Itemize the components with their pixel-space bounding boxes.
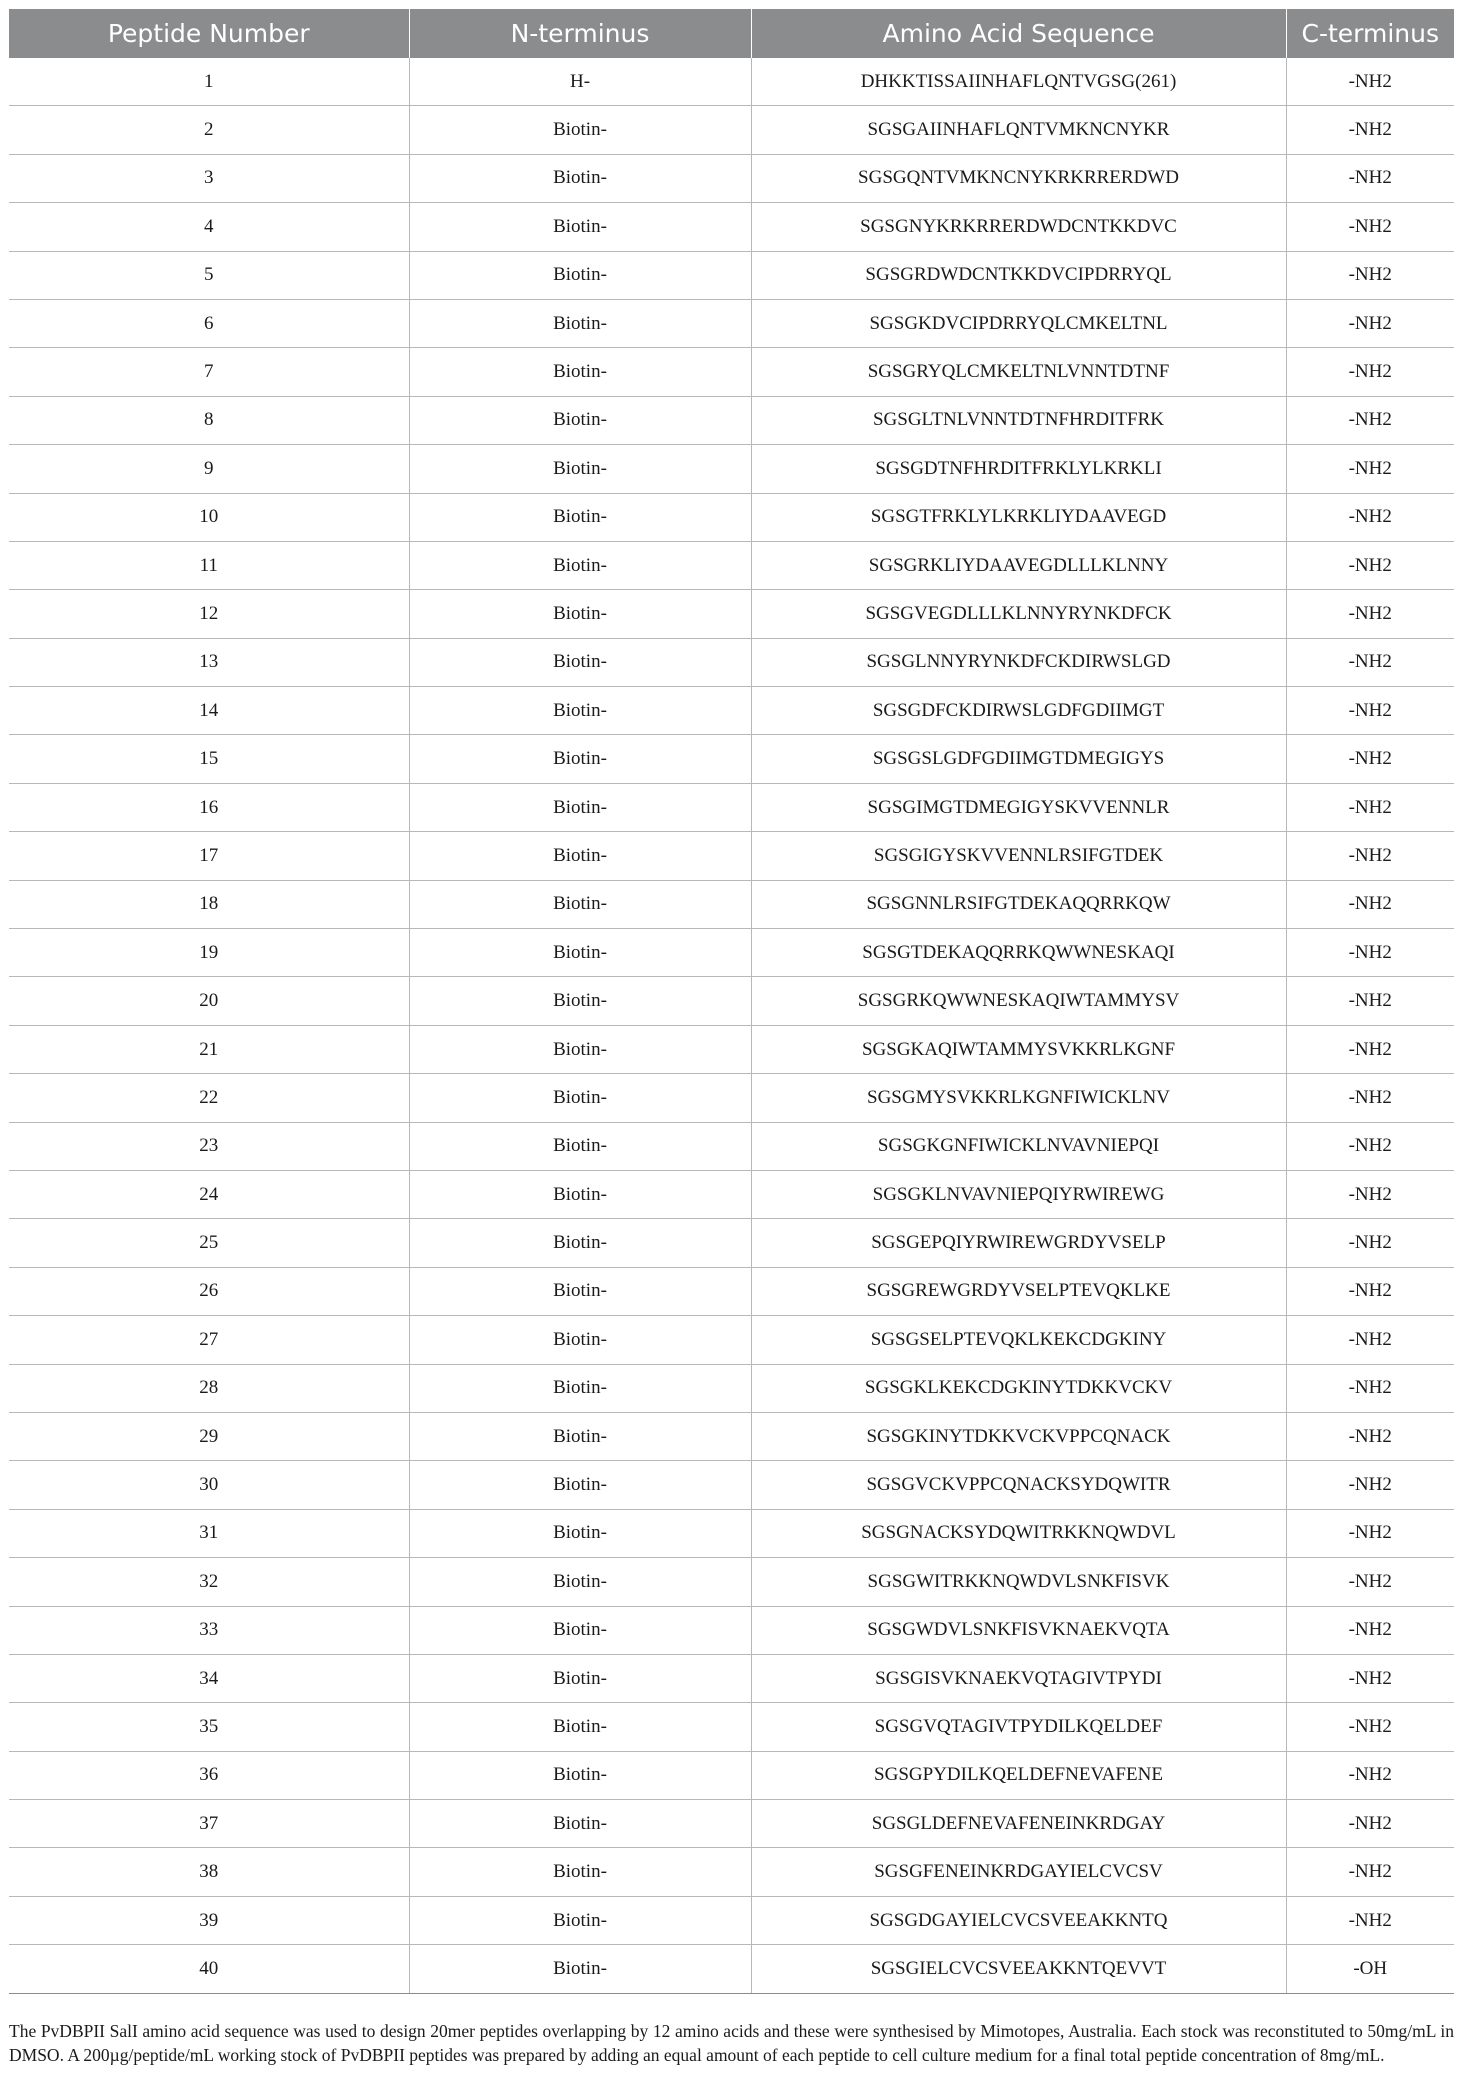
cell-c-terminus: -NH2 xyxy=(1286,638,1454,686)
cell-c-terminus: -NH2 xyxy=(1286,1074,1454,1122)
cell-peptide-number: 37 xyxy=(9,1800,409,1848)
cell-c-terminus: -NH2 xyxy=(1286,783,1454,831)
cell-n-terminus: Biotin- xyxy=(409,396,751,444)
cell-peptide-number: 26 xyxy=(9,1267,409,1315)
table-row xyxy=(9,1074,1454,1122)
cell-peptide-number: 31 xyxy=(9,1509,409,1557)
cell-n-terminus: Biotin- xyxy=(409,251,751,299)
cell-amino-acid-sequence: SGSGISVKNAEKVQTAGIVTPYDI xyxy=(751,1654,1286,1702)
cell-amino-acid-sequence: SGSGNNLRSIFGTDEKAQQRRKQW xyxy=(751,880,1286,928)
cell-peptide-number: 24 xyxy=(9,1170,409,1218)
table-row xyxy=(9,880,1454,928)
cell-n-terminus: Biotin- xyxy=(409,1364,751,1412)
cell-amino-acid-sequence: SGSGPYDILKQELDEFNEVAFENE xyxy=(751,1751,1286,1799)
table-row xyxy=(9,299,1454,347)
cell-c-terminus: -NH2 xyxy=(1286,1558,1454,1606)
cell-amino-acid-sequence: SGSGNYKRKRRERDWDCNTKKDVC xyxy=(751,203,1286,251)
table-row xyxy=(9,541,1454,589)
cell-peptide-number: 33 xyxy=(9,1606,409,1654)
header-n-terminus: N-terminus xyxy=(409,9,751,58)
table-footnote: The PvDBPII SalI amino acid sequence was used to design 20mer peptides overlapping by 12 amino acids and these were synthesised by Mimotopes, Australia. Each stock was reconstituted to 50mg/mL in DMSO. A 200µg/peptide/mL working stock of PvDBPII peptides was prepared by adding an equal amount of each peptide to cell culture medium for a final total peptide concentration of 8mg/mL. xyxy=(9,2021,1454,2065)
cell-n-terminus: Biotin- xyxy=(409,735,751,783)
cell-amino-acid-sequence: SGSGVCKVPPCQNACKSYDQWITR xyxy=(751,1461,1286,1509)
cell-amino-acid-sequence: SGSGKLNVAVNIEPQIYRWIREWG xyxy=(751,1170,1286,1218)
cell-c-terminus: -NH2 xyxy=(1286,832,1454,880)
cell-amino-acid-sequence: SGSGEPQIYRWIREWGRDYVSELP xyxy=(751,1219,1286,1267)
cell-c-terminus: -NH2 xyxy=(1286,106,1454,154)
cell-c-terminus: -NH2 xyxy=(1286,1170,1454,1218)
table-row xyxy=(9,1267,1454,1315)
cell-amino-acid-sequence: SGSGDFCKDIRWSLGDFGDIIMGT xyxy=(751,687,1286,735)
cell-amino-acid-sequence: SGSGLNNYRYNKDFCKDIRWSLGD xyxy=(751,638,1286,686)
cell-n-terminus: Biotin- xyxy=(409,348,751,396)
table-row xyxy=(9,735,1454,783)
table-row xyxy=(9,154,1454,202)
cell-n-terminus: Biotin- xyxy=(409,687,751,735)
cell-n-terminus: Biotin- xyxy=(409,1848,751,1896)
cell-c-terminus: -NH2 xyxy=(1286,590,1454,638)
cell-c-terminus: -NH2 xyxy=(1286,1896,1454,1944)
peptide-table xyxy=(9,9,1454,1994)
header-amino-acid-sequence: Amino Acid Sequence xyxy=(751,9,1286,58)
cell-c-terminus: -NH2 xyxy=(1286,58,1454,106)
cell-n-terminus: Biotin- xyxy=(409,1751,751,1799)
table-row xyxy=(9,638,1454,686)
cell-amino-acid-sequence: SGSGDGAYIELCVCSVEEAKKNTQ xyxy=(751,1896,1286,1944)
cell-c-terminus: -NH2 xyxy=(1286,154,1454,202)
cell-c-terminus: -NH2 xyxy=(1286,1800,1454,1848)
table-row xyxy=(9,1558,1454,1606)
cell-n-terminus: Biotin- xyxy=(409,1074,751,1122)
cell-peptide-number: 18 xyxy=(9,880,409,928)
cell-amino-acid-sequence: SGSGVQTAGIVTPYDILKQELDEF xyxy=(751,1703,1286,1751)
cell-c-terminus: -NH2 xyxy=(1286,493,1454,541)
cell-peptide-number: 20 xyxy=(9,977,409,1025)
cell-amino-acid-sequence: SGSGNACKSYDQWITRKKNQWDVL xyxy=(751,1509,1286,1557)
cell-c-terminus: -NH2 xyxy=(1286,1025,1454,1073)
cell-peptide-number: 4 xyxy=(9,203,409,251)
cell-peptide-number: 8 xyxy=(9,396,409,444)
table-row xyxy=(9,396,1454,444)
table-row xyxy=(9,251,1454,299)
cell-amino-acid-sequence: SGSGKDVCIPDRRYQLCMKELTNL xyxy=(751,299,1286,347)
cell-n-terminus: Biotin- xyxy=(409,977,751,1025)
cell-n-terminus: Biotin- xyxy=(409,638,751,686)
table-row xyxy=(9,1896,1454,1944)
cell-c-terminus: -NH2 xyxy=(1286,1364,1454,1412)
table-row xyxy=(9,1509,1454,1557)
table-row xyxy=(9,1219,1454,1267)
cell-peptide-number: 7 xyxy=(9,348,409,396)
table-row xyxy=(9,1170,1454,1218)
cell-c-terminus: -NH2 xyxy=(1286,445,1454,493)
cell-peptide-number: 36 xyxy=(9,1751,409,1799)
table-row xyxy=(9,1461,1454,1509)
cell-peptide-number: 22 xyxy=(9,1074,409,1122)
table-row xyxy=(9,1945,1454,1993)
cell-amino-acid-sequence: SGSGLDEFNEVAFENEINKRDGAY xyxy=(751,1800,1286,1848)
table-row xyxy=(9,58,1454,106)
cell-c-terminus: -NH2 xyxy=(1286,735,1454,783)
cell-peptide-number: 6 xyxy=(9,299,409,347)
cell-peptide-number: 29 xyxy=(9,1412,409,1460)
cell-n-terminus: Biotin- xyxy=(409,1219,751,1267)
cell-peptide-number: 35 xyxy=(9,1703,409,1751)
cell-peptide-number: 32 xyxy=(9,1558,409,1606)
cell-n-terminus: Biotin- xyxy=(409,1122,751,1170)
cell-amino-acid-sequence: SGSGIELCVCSVEEAKKNTQEVVT xyxy=(751,1945,1286,1993)
cell-c-terminus: -NH2 xyxy=(1286,1267,1454,1315)
table-row xyxy=(9,832,1454,880)
cell-c-terminus: -NH2 xyxy=(1286,396,1454,444)
table-row xyxy=(9,929,1454,977)
cell-c-terminus: -NH2 xyxy=(1286,687,1454,735)
cell-c-terminus: -NH2 xyxy=(1286,1509,1454,1557)
table-row xyxy=(9,1800,1454,1848)
cell-amino-acid-sequence: SGSGLTNLVNNTDTNFHRDITFRK xyxy=(751,396,1286,444)
cell-n-terminus: Biotin- xyxy=(409,445,751,493)
cell-n-terminus: Biotin- xyxy=(409,1896,751,1944)
cell-amino-acid-sequence: SGSGIGYSKVVENNLRSIFGTDEK xyxy=(751,832,1286,880)
cell-peptide-number: 25 xyxy=(9,1219,409,1267)
cell-peptide-number: 16 xyxy=(9,783,409,831)
cell-amino-acid-sequence: SGSGREWGRDYVSELPTEVQKLKE xyxy=(751,1267,1286,1315)
cell-peptide-number: 13 xyxy=(9,638,409,686)
cell-amino-acid-sequence: SGSGRKQWWNESKAQIWTAMMYSV xyxy=(751,977,1286,1025)
cell-c-terminus: -NH2 xyxy=(1286,541,1454,589)
cell-peptide-number: 11 xyxy=(9,541,409,589)
cell-amino-acid-sequence: SGSGQNTVMKNCNYKRKRRERDWD xyxy=(751,154,1286,202)
table-row xyxy=(9,1122,1454,1170)
cell-c-terminus: -NH2 xyxy=(1286,1219,1454,1267)
cell-amino-acid-sequence: SGSGWITRKKNQWDVLSNKFISVK xyxy=(751,1558,1286,1606)
cell-peptide-number: 19 xyxy=(9,929,409,977)
cell-c-terminus: -NH2 xyxy=(1286,1316,1454,1364)
cell-c-terminus: -NH2 xyxy=(1286,1461,1454,1509)
header-c-terminus: C-terminus xyxy=(1286,9,1454,58)
cell-peptide-number: 10 xyxy=(9,493,409,541)
cell-peptide-number: 23 xyxy=(9,1122,409,1170)
cell-peptide-number: 12 xyxy=(9,590,409,638)
table-row xyxy=(9,590,1454,638)
cell-peptide-number: 17 xyxy=(9,832,409,880)
table-row xyxy=(9,687,1454,735)
cell-peptide-number: 9 xyxy=(9,445,409,493)
cell-c-terminus: -NH2 xyxy=(1286,203,1454,251)
cell-peptide-number: 40 xyxy=(9,1945,409,1993)
table-row xyxy=(9,783,1454,831)
table-body xyxy=(9,58,1454,1993)
table-row xyxy=(9,106,1454,154)
cell-amino-acid-sequence: SGSGSLGDFGDIIMGTDMEGIGYS xyxy=(751,735,1286,783)
cell-amino-acid-sequence: SGSGFENEINKRDGAYIELCVCSV xyxy=(751,1848,1286,1896)
cell-peptide-number: 34 xyxy=(9,1654,409,1702)
cell-amino-acid-sequence: SGSGKGNFIWICKLNVAVNIEPQI xyxy=(751,1122,1286,1170)
cell-amino-acid-sequence: SGSGWDVLSNKFISVKNAEKVQTA xyxy=(751,1606,1286,1654)
table-row xyxy=(9,203,1454,251)
cell-n-terminus: Biotin- xyxy=(409,1412,751,1460)
cell-amino-acid-sequence: SGSGKLKEKCDGKINYTDKKVCKV xyxy=(751,1364,1286,1412)
cell-c-terminus: -NH2 xyxy=(1286,1606,1454,1654)
table-header xyxy=(9,9,1454,58)
header-row xyxy=(9,9,1454,58)
cell-amino-acid-sequence: SGSGMYSVKKRLKGNFIWICKLNV xyxy=(751,1074,1286,1122)
cell-n-terminus: Biotin- xyxy=(409,1800,751,1848)
cell-n-terminus: Biotin- xyxy=(409,1267,751,1315)
cell-amino-acid-sequence: DHKKTISSAIINHAFLQNTVGSG(261) xyxy=(751,58,1286,106)
cell-peptide-number: 28 xyxy=(9,1364,409,1412)
cell-n-terminus: Biotin- xyxy=(409,154,751,202)
cell-peptide-number: 38 xyxy=(9,1848,409,1896)
cell-peptide-number: 30 xyxy=(9,1461,409,1509)
cell-n-terminus: Biotin- xyxy=(409,1170,751,1218)
cell-n-terminus: Biotin- xyxy=(409,1654,751,1702)
cell-n-terminus: Biotin- xyxy=(409,493,751,541)
table-row xyxy=(9,493,1454,541)
cell-peptide-number: 5 xyxy=(9,251,409,299)
cell-amino-acid-sequence: SGSGKAQIWTAMMYSVKKRLKGNF xyxy=(751,1025,1286,1073)
cell-amino-acid-sequence: SGSGTDEKAQQRRKQWWNESKAQI xyxy=(751,929,1286,977)
cell-peptide-number: 15 xyxy=(9,735,409,783)
cell-n-terminus: Biotin- xyxy=(409,203,751,251)
table-row xyxy=(9,445,1454,493)
table-row xyxy=(9,1412,1454,1460)
cell-n-terminus: Biotin- xyxy=(409,880,751,928)
header-peptide-number: Peptide Number xyxy=(9,9,409,58)
cell-n-terminus: Biotin- xyxy=(409,541,751,589)
cell-c-terminus: -NH2 xyxy=(1286,977,1454,1025)
table-row xyxy=(9,1703,1454,1751)
table-row xyxy=(9,977,1454,1025)
cell-n-terminus: Biotin- xyxy=(409,1316,751,1364)
cell-amino-acid-sequence: SGSGSELPTEVQKLKEKCDGKINY xyxy=(751,1316,1286,1364)
cell-c-terminus: -NH2 xyxy=(1286,1412,1454,1460)
cell-amino-acid-sequence: SGSGTFRKLYLKRKLIYDAAVEGD xyxy=(751,493,1286,541)
cell-n-terminus: Biotin- xyxy=(409,1703,751,1751)
cell-n-terminus: Biotin- xyxy=(409,783,751,831)
table-row xyxy=(9,1606,1454,1654)
cell-c-terminus: -NH2 xyxy=(1286,1122,1454,1170)
cell-n-terminus: Biotin- xyxy=(409,929,751,977)
cell-n-terminus: Biotin- xyxy=(409,1945,751,1993)
cell-n-terminus: Biotin- xyxy=(409,1558,751,1606)
cell-n-terminus: Biotin- xyxy=(409,106,751,154)
cell-n-terminus: Biotin- xyxy=(409,1606,751,1654)
cell-c-terminus: -NH2 xyxy=(1286,251,1454,299)
cell-amino-acid-sequence: SGSGIMGTDMEGIGYSKVVENNLR xyxy=(751,783,1286,831)
table-row xyxy=(9,1654,1454,1702)
cell-amino-acid-sequence: SGSGRDWDCNTKKDVCIPDRRYQL xyxy=(751,251,1286,299)
cell-c-terminus: -NH2 xyxy=(1286,1654,1454,1702)
cell-c-terminus: -NH2 xyxy=(1286,929,1454,977)
cell-peptide-number: 2 xyxy=(9,106,409,154)
table-row xyxy=(9,1025,1454,1073)
cell-amino-acid-sequence: SGSGAIINHAFLQNTVMKNCNYKR xyxy=(751,106,1286,154)
cell-c-terminus: -NH2 xyxy=(1286,348,1454,396)
cell-amino-acid-sequence: SGSGKINYTDKKVCKVPPCQNACK xyxy=(751,1412,1286,1460)
cell-peptide-number: 39 xyxy=(9,1896,409,1944)
cell-n-terminus: Biotin- xyxy=(409,299,751,347)
table-row xyxy=(9,1364,1454,1412)
peptide-table-container xyxy=(9,9,1454,1994)
cell-n-terminus: Biotin- xyxy=(409,590,751,638)
cell-n-terminus: H- xyxy=(409,58,751,106)
cell-peptide-number: 1 xyxy=(9,58,409,106)
table-row xyxy=(9,1751,1454,1799)
cell-peptide-number: 21 xyxy=(9,1025,409,1073)
cell-amino-acid-sequence: SGSGVEGDLLLKLNNYRYNKDFCK xyxy=(751,590,1286,638)
cell-amino-acid-sequence: SGSGRYQLCMKELTNLVNNTDTNF xyxy=(751,348,1286,396)
cell-c-terminus: -OH xyxy=(1286,1945,1454,1993)
cell-c-terminus: -NH2 xyxy=(1286,1751,1454,1799)
cell-n-terminus: Biotin- xyxy=(409,1509,751,1557)
cell-peptide-number: 14 xyxy=(9,687,409,735)
table-row xyxy=(9,1316,1454,1364)
cell-n-terminus: Biotin- xyxy=(409,832,751,880)
table-row xyxy=(9,1848,1454,1896)
cell-amino-acid-sequence: SGSGRKLIYDAAVEGDLLLKLNNY xyxy=(751,541,1286,589)
cell-c-terminus: -NH2 xyxy=(1286,1848,1454,1896)
table-row xyxy=(9,348,1454,396)
cell-n-terminus: Biotin- xyxy=(409,1461,751,1509)
cell-peptide-number: 3 xyxy=(9,154,409,202)
cell-c-terminus: -NH2 xyxy=(1286,880,1454,928)
cell-peptide-number: 27 xyxy=(9,1316,409,1364)
cell-c-terminus: -NH2 xyxy=(1286,1703,1454,1751)
cell-n-terminus: Biotin- xyxy=(409,1025,751,1073)
cell-c-terminus: -NH2 xyxy=(1286,299,1454,347)
cell-amino-acid-sequence: SGSGDTNFHRDITFRKLYLKRKLI xyxy=(751,445,1286,493)
